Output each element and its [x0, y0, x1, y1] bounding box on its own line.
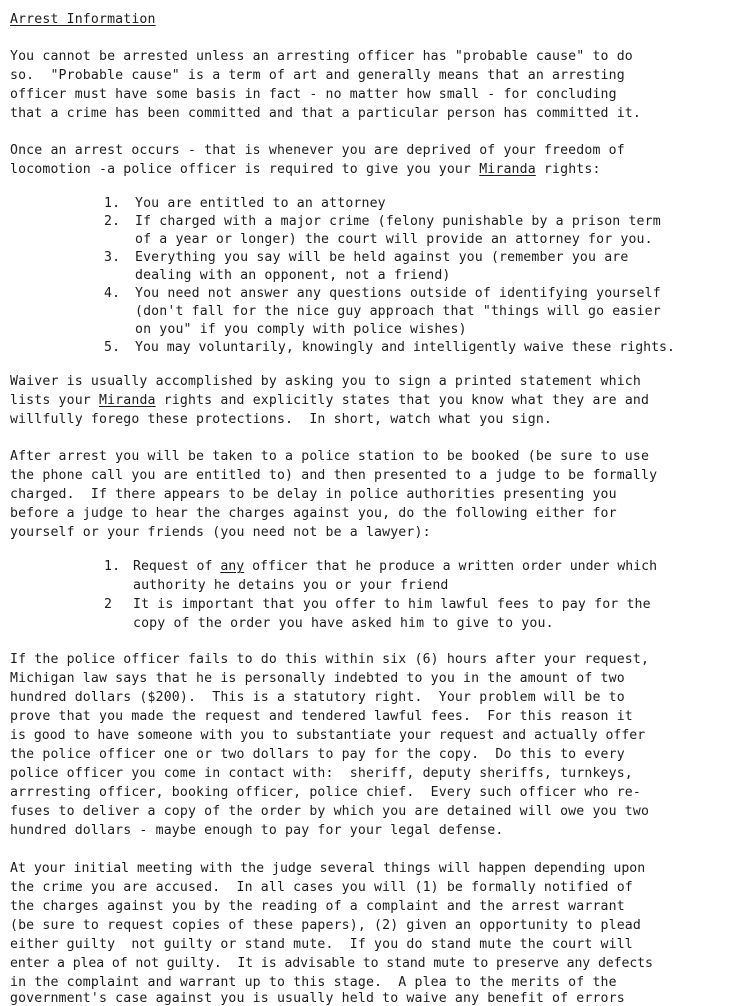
list-item: You need not answer any questions outside of identifying yourself: [135, 286, 661, 301]
list-number: 4.: [104, 286, 121, 301]
paragraph-line: hundred dollars ($200). This is a statutory right. Your problem will be to: [10, 690, 625, 705]
paragraph-line: police officer you come in contact with: sheriff, deputy sheriffs, turnkeys,: [10, 766, 633, 781]
paragraph-line: After arrest you will be taken to a police station to be booked (be sure to use: [10, 449, 650, 464]
text-span: rights and explicitly states that you know what they are and: [155, 393, 650, 408]
list-item: You are entitled to an attorney: [135, 196, 386, 211]
list-item: It is important that you offer to him lawful fees to pay for the: [133, 597, 651, 612]
paragraph-line: Once an arrest occurs - that is whenever you are deprived of your freedom of: [10, 143, 625, 158]
list-item: authority he detains you or your friend: [133, 578, 449, 593]
paragraph-line: You cannot be arrested unless an arresting officer has "probable cause" to do: [10, 49, 633, 64]
list-item: [133, 557, 657, 577]
emphasis-any: any: [220, 559, 245, 574]
paragraph-line: so. "Probable cause" is a term of art and generally means that an arresting: [10, 68, 625, 83]
paragraph-line: the police officer one or two dollars to pay for the copy. Do this to every: [10, 747, 625, 762]
paragraph-line: either guilty not guilty or stand mute. If you do stand mute the court will: [10, 937, 633, 952]
list-item: If charged with a major crime (felony punishable by a prison term: [135, 214, 661, 229]
list-number: 3.: [104, 250, 121, 265]
list-item: on you" if you comply with police wishes): [135, 322, 467, 337]
list-item: of a year or longer) the court will provide an attorney for you.: [135, 232, 653, 247]
paragraph-line: enter a plea of not guilty. It is advisable to stand mute to preserve any defects: [10, 956, 653, 971]
list-number: 2.: [104, 214, 121, 229]
paragraph-line: yourself or your friends (you need not be a lawyer):: [10, 525, 431, 540]
list-item: Everything you say will be held against you (remember you are: [135, 250, 629, 265]
paragraph-line: hundred dollars - maybe enough to pay for your legal defense.: [10, 823, 504, 838]
list-item: copy of the order you have asked him to give to you.: [133, 616, 554, 631]
list-item: (don't fall for the nice guy approach that "things will go easier: [135, 304, 661, 319]
paragraph-line: fuses to deliver a copy of the order by which you are detained will owe you two: [10, 804, 650, 819]
paragraph-line: [10, 391, 649, 411]
list-number: 1.: [104, 196, 121, 211]
paragraph-line: If the police officer fails to do this within six (6) hours after your request,: [10, 652, 650, 667]
paragraph-line: willfully forego these protections. In short, watch what you sign.: [10, 412, 552, 427]
paragraph-line: (be sure to request copies of these papers), (2) given an opportunity to plead: [10, 918, 641, 933]
paragraph-line: the crime you are accused. In all cases you will (1) be formally notified of: [10, 880, 633, 895]
page-title: Arrest Information: [10, 12, 156, 27]
paragraph-line: that a crime has been committed and that a particular person has committed it.: [10, 106, 641, 121]
list-number: 1.: [104, 559, 121, 574]
list-item: You may voluntarily, knowingly and intelligently waive these rights.: [135, 340, 675, 355]
paragraph-line: Waiver is usually accomplished by asking you to sign a printed statement which: [10, 374, 641, 389]
paragraph-line: before a judge to hear the charges against you, do the following either for: [10, 506, 617, 521]
paragraph-line: government's case against you is usually held to waive any benefit of errors: [10, 991, 625, 1006]
miranda-term: Miranda: [479, 162, 536, 177]
text-span: locomotion -a police officer is required to give you your: [10, 162, 480, 177]
list-number: 5.: [104, 340, 121, 355]
paragraph-line: is good to have someone with you to substantiate your request and actually offer: [10, 728, 646, 743]
paragraph-line: the phone call you are entitled to) and then presented to a judge to be formally: [10, 468, 658, 483]
paragraph-line: prove that you made the request and tendered lawful fees. For this reason it: [10, 709, 633, 724]
paragraph-line: officer must have some basis in fact - no matter how small - for concluding: [10, 87, 617, 102]
paragraph-line: At your initial meeting with the judge several things will happen depending upon: [10, 861, 646, 876]
text-span: lists your: [10, 393, 99, 408]
text-span: officer that he produce a written order under which: [244, 559, 658, 574]
paragraph-line: Michigan law says that he is personally indebted to you in the amount of two: [10, 671, 625, 686]
paragraph-line: arrresting officer, booking officer, police chief. Every such officer who re-: [10, 785, 641, 800]
list-number: 2: [104, 597, 113, 612]
paragraph-line: [10, 160, 601, 180]
paragraph-line: the charges against you by the reading of a complaint and the arrest warrant: [10, 899, 625, 914]
paragraph-line: in the complaint and warrant up to this stage. A plea to the merits of the: [10, 975, 617, 990]
text-span: Request of: [133, 559, 221, 574]
miranda-term: Miranda: [99, 393, 156, 408]
list-item: dealing with an opponent, not a friend): [135, 268, 451, 283]
paragraph-line: charged. If there appears to be delay in police authorities presenting you: [10, 487, 617, 502]
text-span: rights:: [535, 162, 601, 177]
